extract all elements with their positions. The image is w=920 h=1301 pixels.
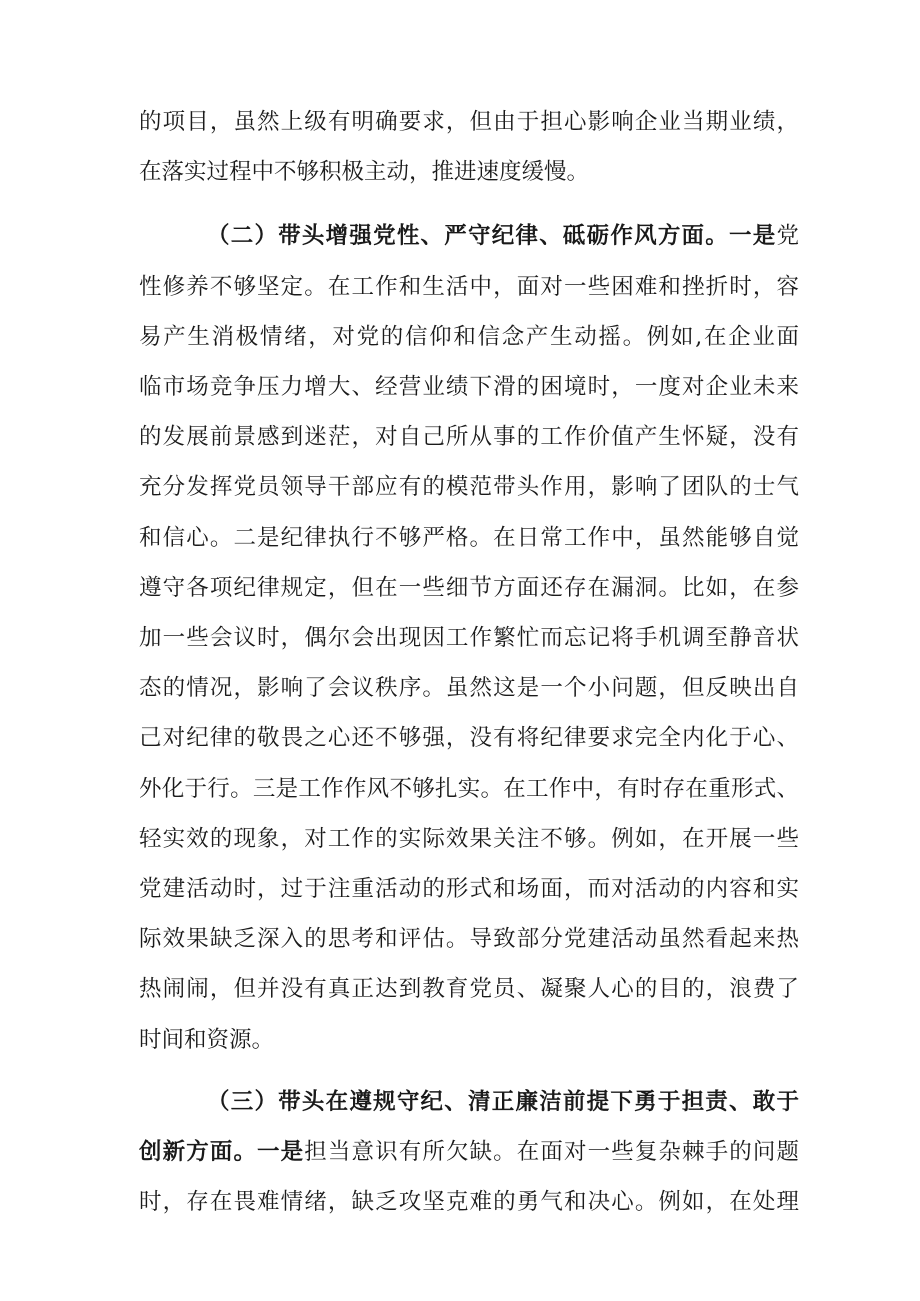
text-run: 的发展前景感到迷茫，对自己所从事的工作价值产生怀疑，没有	[139, 424, 799, 450]
text-line	[139, 764, 799, 814]
text-run: 热闹闹，但并没有真正达到教育党员、凝聚人心的目的，浪费了	[139, 976, 799, 1002]
text-line	[139, 462, 799, 512]
text-run: 己对纪律的敬畏之心还不够强，没有将纪律要求完全内化于心、	[139, 725, 799, 751]
text-line	[139, 312, 799, 362]
text-run: 时间和资源。	[139, 1027, 275, 1053]
text-run: 态的情况，影响了会议秩序。虽然这是一个小问题，但反映出自	[139, 675, 799, 701]
text-line	[139, 964, 799, 1014]
text-run: 际效果缺乏深入的思考和评估。导致部分党建活动虽然看起来热	[139, 926, 799, 952]
text-line	[139, 814, 799, 864]
text-run: 的项目，虽然上级有明确要求，但由于担心影响企业当期业绩，	[139, 109, 799, 135]
text-line	[139, 262, 799, 312]
text-run: 党建活动时，过于注重活动的形式和场面，而对活动的内容和实	[139, 876, 799, 902]
text-run: 在落实过程中不够积极主动，推进速度缓慢。	[139, 159, 590, 185]
bold-run: （二）带头增强党性、严守纪律、砥砺作风方面。一是	[207, 223, 777, 249]
text-line	[139, 147, 799, 197]
bold-run: 创新方面。一是	[139, 1139, 305, 1165]
text-line	[139, 1015, 799, 1065]
text-run: 和信心。二是纪律执行不够严格。在日常工作中，虽然能够自觉	[139, 525, 799, 551]
text-line	[139, 412, 799, 462]
text-run: 遵守各项纪律规定，但在一些细节方面还存在漏洞。比如，在参	[139, 575, 799, 601]
section-heading	[207, 1077, 799, 1127]
bold-run: （三）带头在遵规守纪、清正廉洁前提下勇于担责、敢于	[207, 1089, 799, 1115]
text-run: 外化于行。三是工作作风不够扎实。在工作中，有时存在重形式、	[139, 776, 799, 802]
text-run: 轻实效的现象，对工作的实际效果关注不够。例如，在开展一些	[139, 826, 799, 852]
text-run: 易产生消极情绪，对党的信仰和信念产生动摇。例如,在企业面	[139, 324, 799, 350]
section-heading	[207, 211, 799, 261]
text-run: 加一些会议时，偶尔会出现因工作繁忙而忘记将手机调至静音状	[139, 625, 799, 651]
text-line	[139, 914, 799, 964]
text-line	[139, 362, 799, 412]
text-run: 充分发挥党员领导干部应有的模范带头作用，影响了团队的士气	[139, 474, 799, 500]
text-run: 性修养不够坚定。在工作和生活中，面对一些困难和挫折时，容	[139, 274, 799, 300]
text-run: 担当意识有所欠缺。在面对一些复杂棘手的问题	[304, 1139, 799, 1165]
text-run: 临市场竞争压力增大、经营业绩下滑的困境时，一度对企业未来	[139, 374, 799, 400]
text-line	[139, 864, 799, 914]
text-line	[139, 613, 799, 663]
text-line	[139, 1127, 799, 1177]
text-line	[139, 513, 799, 563]
text-line	[139, 97, 799, 147]
text-run: 党	[776, 223, 799, 249]
text-run: 时，存在畏难情绪，缺乏攻坚克难的勇气和决心。例如，在处理	[139, 1189, 799, 1215]
text-line	[139, 713, 799, 763]
text-line	[139, 663, 799, 713]
text-line	[139, 1177, 799, 1227]
text-line	[139, 563, 799, 613]
